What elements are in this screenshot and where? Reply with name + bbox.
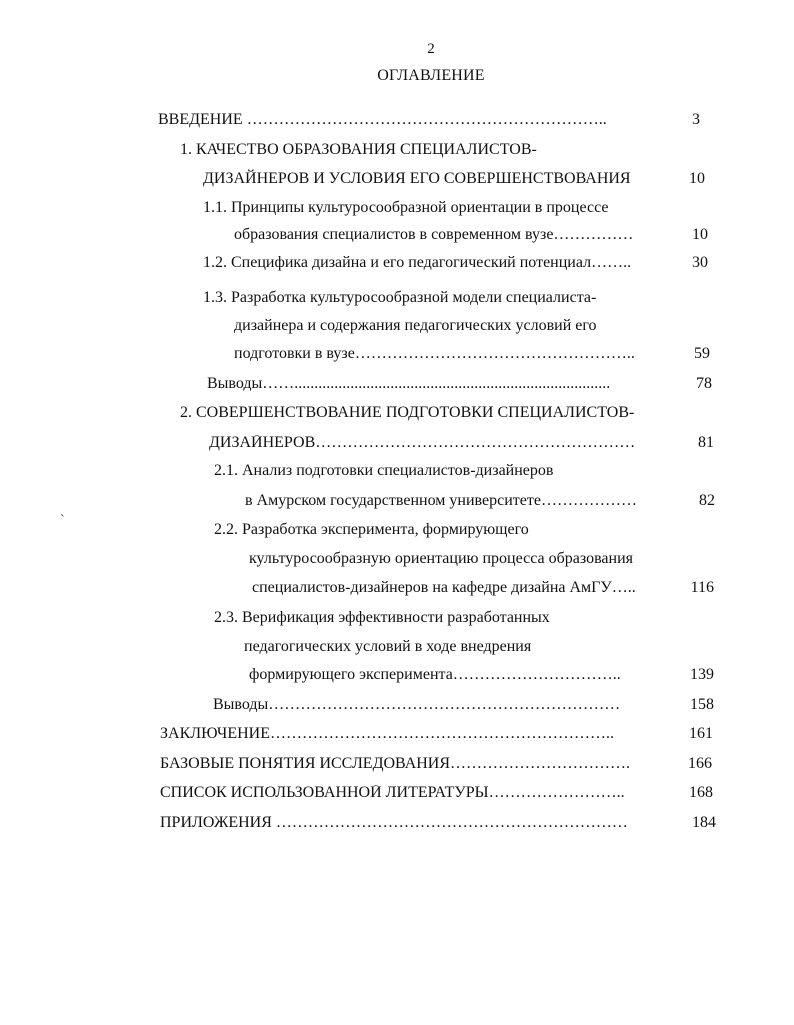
toc-entry-appendices[interactable]: ПРИЛОЖЕНИЯ ………………………………………………………… <box>160 815 628 831</box>
toc-entry-section-1-2[interactable]: 1.2. Специфика дизайна и его педагогический потенциал…….. <box>203 255 632 271</box>
toc-entry-intro[interactable]: ВВЕДЕНИЕ ………………………………………………………….. <box>158 112 607 128</box>
toc-entry-references[interactable]: СПИСОК ИСПОЛЬЗОВАННОЙ ЛИТЕРАТУРЫ…………………….. <box>160 785 625 801</box>
toc-entry-conclusion[interactable]: ЗАКЛЮЧЕНИЕ……………………………………………………….. <box>160 726 614 742</box>
margin-mark: ˋ <box>60 513 65 528</box>
toc-entry-section-2-3-end[interactable]: формирующего эксперимента………………………….. <box>249 667 621 683</box>
toc-entry-section-2-1[interactable]: 2.1. Анализ подготовки специалистов-дизайнеров <box>214 462 554 479</box>
toc-entry-section-2-1-cont[interactable]: в Амурском государственном университете……………… <box>245 493 637 509</box>
toc-entry-chapter-1[interactable]: 1. КАЧЕСТВО ОБРАЗОВАНИЯ СПЕЦИАЛИСТОВ- <box>180 141 537 158</box>
toc-entry-chapter-2[interactable]: 2. СОВЕРШЕНСТВОВАНИЕ ПОДГОТОВКИ СПЕЦИАЛИСТОВ- <box>180 404 635 421</box>
toc-page-conclusions-2: 158 <box>690 696 714 713</box>
toc-entry-section-2-3[interactable]: 2.3. Верификация эффективности разработанных <box>214 609 550 626</box>
toc-page-chapter-1: 10 <box>689 170 705 187</box>
toc-page-conclusion: 161 <box>689 725 713 742</box>
toc-page-section-2-1: 82 <box>699 492 715 509</box>
page-number: 2 <box>427 41 435 57</box>
toc-page-section-2-3: 139 <box>690 666 714 683</box>
toc-entry-section-2-2-cont[interactable]: культуросообразную ориентацию процесса образования <box>249 550 633 567</box>
toc-entry-section-1-3[interactable]: 1.3. Разработка культуросообразной модели специалиста- <box>203 289 597 306</box>
toc-entry-conclusions-2[interactable]: Выводы………………………………………………………… <box>213 697 621 713</box>
toc-page-chapter-2: 81 <box>698 434 714 451</box>
toc-page-section-2-2: 116 <box>690 579 714 596</box>
toc-page-references: 168 <box>689 784 713 801</box>
toc-entry-section-1-1[interactable]: 1.1. Принципы культуросообразной ориентации в процессе <box>203 199 609 216</box>
toc-page-intro: 3 <box>692 111 700 128</box>
toc-entry-section-2-2[interactable]: 2.2. Разработка эксперимента, формирующего <box>214 521 529 538</box>
toc-page-appendices: 184 <box>692 814 716 831</box>
toc-page-basic-concepts: 166 <box>688 755 712 772</box>
toc-page-section-1-2: 30 <box>692 254 708 271</box>
toc-page-conclusions-1: 78 <box>696 375 712 392</box>
toc-page-section-1-3: 59 <box>694 345 710 362</box>
toc-entry-chapter-2-cont[interactable]: ДИЗАЙНЕРОВ…………………………………………………… <box>209 435 636 451</box>
toc-entry-conclusions-1[interactable]: Выводы……............................................................................... <box>207 376 611 392</box>
toc-entry-basic-concepts[interactable]: БАЗОВЫЕ ПОНЯТИЯ ИССЛЕДОВАНИЯ……………………………. <box>160 756 631 772</box>
toc-entry-chapter-1-cont[interactable]: ДИЗАЙНЕРОВ И УСЛОВИЯ ЕГО СОВЕРШЕНСТВОВАНИЯ <box>203 170 631 187</box>
toc-entry-section-1-3-end[interactable]: подготовки в вузе…………………………………………….. <box>234 346 635 362</box>
toc-entry-section-1-1-cont[interactable]: образования специалистов в современном вузе…………… <box>234 227 634 243</box>
toc-page-section-1-1: 10 <box>692 226 708 243</box>
page-title: ОГЛАВЛЕНИЕ <box>377 67 485 84</box>
toc-entry-section-2-3-cont[interactable]: педагогических условий в ходе внедрения <box>244 638 532 655</box>
toc-entry-section-1-3-cont[interactable]: дизайнера и содержания педагогических условий его <box>234 317 597 334</box>
toc-entry-section-2-2-end[interactable]: специалистов-дизайнеров на кафедре дизайна АмГУ….. <box>252 580 636 596</box>
